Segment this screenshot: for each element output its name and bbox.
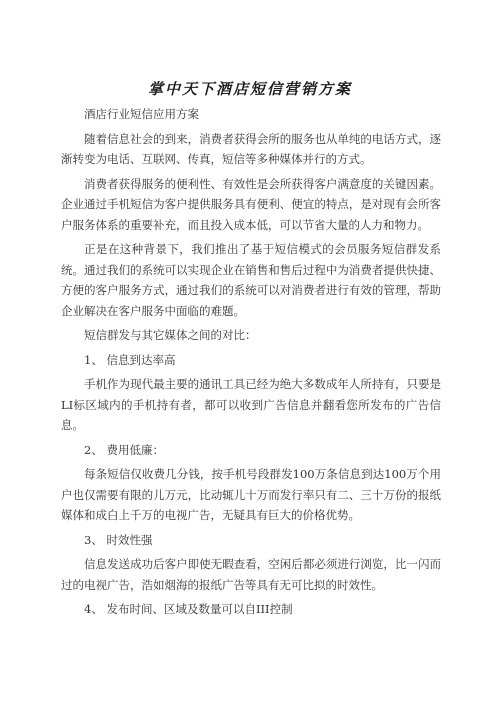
paragraph: 手机作为现代最主要的通讯工具已经为绝大多数成年人所持有，只要是LI标区域内的手机持有者，都可以收到广告信息并翻看您所发布的广告信息。 [61, 377, 441, 432]
paragraph: 消费者获得服务的便利性、有效性是会所获得客户满意度的关键因素。企业通过手机短信为客户提供服务具有便利、便宜的特点，是对现有会所客户服务体系的重要补充，而且投入成本低，可以节省大量的人力和物力。 [61, 176, 441, 232]
section-heading: 3、 时效性强 [84, 532, 153, 547]
paragraph: 短信群发与其它媒体之间的对比： [84, 328, 257, 342]
paragraph: 每条短信仅收费几分钱，按手机号段群发100万条信息到达100万个用户也仅需要有限的儿万元，比动辄儿十万而发行率只有二、三十万份的报纸媒体和成白上千万的电视广告，无疑具有巨大的价格优势。 [61, 467, 441, 522]
section-heading: 2、 费用低廉： [84, 442, 164, 457]
document-title: 掌中天下酒店短信营销方案 [147, 80, 352, 98]
paragraph: 酒店行业短信应用方案 [84, 107, 199, 121]
paragraph: 信息发送成功后客户即使无暇查看，空闲后都必须进行浏览，比一闪而过的电视广告，浩如烟海的报纸广告等具有无可比拟的时效性。 [61, 557, 441, 592]
section-heading: 4、 发布时间、区域及数量可以自III控制 [84, 602, 293, 616]
paragraph: 随着信息社会的到来，消费者获得会所的服务也从单纯的电话方式，逐渐转变为电话、互联网、传真，短信等多种媒体并行的方式。 [61, 131, 441, 166]
section-heading: 1、 信息到达率高 [84, 352, 176, 367]
paragraph: 正是在这种背景下，我们推出了基于短信模式的会员服务短信群发系统。通过我们的系统可以实现企业在销售和售后过程中为消费者提供快捷、方便的客户服务方式，通过我们的系统可以对消费者进行有效的管理，帮助企业解决在客户服务中面临的难题。 [61, 242, 441, 318]
document-body [61, 104, 441, 624]
